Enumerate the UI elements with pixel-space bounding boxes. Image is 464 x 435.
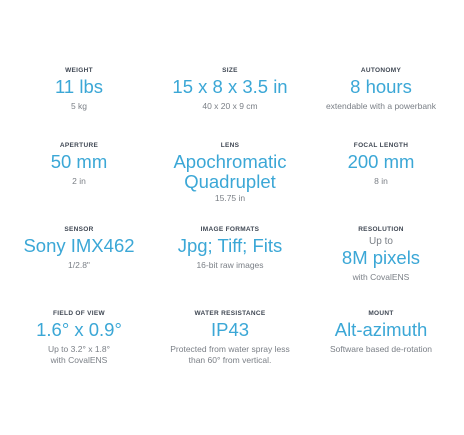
spec-value-line: Jpg; Tiff; Fits — [177, 235, 283, 256]
spec-value-line: IP43 — [210, 319, 250, 340]
spec-sub — [155, 344, 305, 366]
spec-value — [4, 320, 154, 340]
spec-sub — [155, 101, 305, 112]
spec-value-line: 50 mm — [50, 151, 108, 172]
spec-label: IMAGE FORMATS — [200, 226, 260, 233]
spec-sub-line: extendable with a powerbank — [325, 101, 437, 111]
spec-sub — [4, 176, 154, 187]
spec-label: FOCAL LENGTH — [353, 142, 409, 149]
spec-value-line: 8 hours — [350, 76, 412, 97]
spec-value — [4, 236, 154, 256]
spec-mount — [306, 309, 456, 355]
spec-sub-line: Software based de-rotation — [329, 344, 433, 354]
spec-sub-line: 8 in — [374, 176, 388, 186]
spec-value — [155, 236, 305, 256]
spec-value — [4, 77, 154, 97]
spec-value — [306, 248, 456, 268]
spec-label: FIELD OF VIEW — [53, 310, 105, 317]
spec-sub — [306, 176, 456, 187]
spec-value-line: Apochromatic — [173, 151, 287, 172]
spec-sub — [306, 101, 456, 112]
spec-sub-line: 40 x 20 x 9 cm — [202, 101, 258, 111]
spec-sub-line: Up to 3.2° x 1.8° — [47, 344, 111, 354]
spec-sub-line: 16-bit raw images — [196, 260, 264, 270]
spec-label: AUTONOMY — [360, 67, 402, 74]
spec-sub-line: 1/2.8" — [68, 260, 90, 270]
spec-label: APERTURE — [59, 142, 99, 149]
spec-lens — [155, 141, 305, 204]
spec-sub — [155, 193, 305, 204]
spec-value — [306, 320, 456, 340]
spec-label: LENS — [220, 142, 240, 149]
spec-sub-line: 15.75 in — [214, 193, 246, 203]
spec-value — [306, 152, 456, 172]
spec-sub — [4, 260, 154, 271]
spec-field-of-view — [4, 309, 154, 366]
spec-sub — [306, 344, 456, 355]
spec-label: RESOLUTION — [358, 226, 404, 233]
spec-focal-length — [306, 141, 456, 187]
spec-value-line: Alt-azimuth — [334, 319, 428, 340]
spec-sub-line: with CovalENS — [50, 355, 108, 365]
spec-pre: Up to — [369, 236, 393, 247]
spec-value — [155, 152, 305, 192]
spec-value-line: 1.6° x 0.9° — [36, 319, 122, 340]
spec-sub — [4, 344, 154, 366]
spec-label: SIZE — [222, 67, 238, 74]
spec-sub — [4, 101, 154, 112]
spec-sub-line: than 60° from vertical. — [188, 355, 272, 365]
spec-label: MOUNT — [368, 310, 394, 317]
spec-size — [155, 66, 305, 112]
spec-sub-line: with CovalENS — [352, 272, 410, 282]
spec-value — [155, 320, 305, 340]
spec-image-formats — [155, 225, 305, 271]
spec-weight — [4, 66, 154, 112]
spec-value-line: 11 lbs — [55, 76, 103, 97]
spec-sub — [155, 260, 305, 271]
spec-aperture — [4, 141, 154, 187]
spec-label: SENSOR — [64, 226, 94, 233]
spec-sub — [306, 272, 456, 283]
spec-sensor — [4, 225, 154, 271]
spec-value-line: 200 mm — [347, 151, 415, 172]
spec-autonomy — [306, 66, 456, 112]
spec-sub-line: 5 kg — [70, 101, 88, 111]
spec-value — [155, 77, 305, 97]
spec-value-line: Sony IMX462 — [23, 235, 135, 256]
spec-resolution — [306, 225, 456, 283]
spec-sub-line: 2 in — [72, 176, 86, 186]
spec-sub-line: Protected from water spray less — [170, 344, 290, 354]
spec-value-line: Quadruplet — [184, 171, 276, 192]
spec-water-resistance — [155, 309, 305, 366]
spec-label: WEIGHT — [65, 67, 93, 74]
spec-value — [4, 152, 154, 172]
spec-value-line: 15 x 8 x 3.5 in — [172, 76, 288, 97]
spec-label: WATER RESISTANCE — [194, 310, 266, 317]
spec-value-line: 8M pixels — [341, 247, 421, 268]
spec-value — [306, 77, 456, 97]
